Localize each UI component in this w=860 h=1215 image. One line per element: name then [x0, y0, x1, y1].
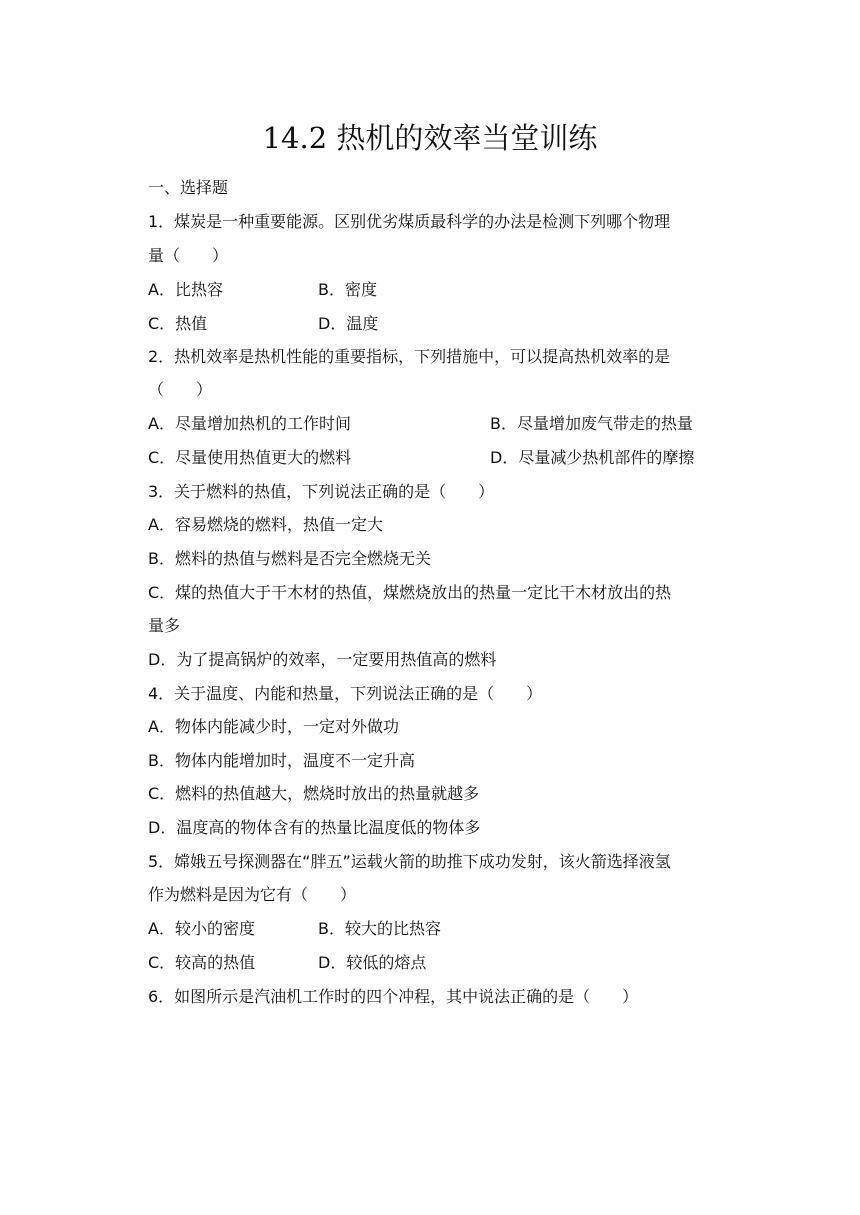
question-2-option-c: C．尽量使用热值更大的燃料: [148, 448, 352, 467]
question-4-option-b: B．物体内能增加时，温度不一定升高: [148, 751, 415, 770]
question-6-stem: 6．如图所示是汽油机工作时的四个冲程，其中说法正确的是（ ）: [148, 987, 639, 1006]
question-4-stem: 4．关于温度、内能和热量，下列说法正确的是（ ）: [148, 684, 543, 703]
question-1-option-c: C．热值: [148, 314, 208, 333]
question-1-option-d: D．温度: [318, 314, 379, 333]
question-1-option-b: B．密度: [318, 280, 377, 299]
question-4-option-c: C．燃料的热值越大，燃烧时放出的热量就越多: [148, 784, 480, 803]
question-5-option-b: B．较大的比热容: [318, 919, 441, 938]
question-2-stem-line-2: （ ）: [148, 380, 213, 399]
question-5-option-a: A．较小的密度: [148, 919, 255, 938]
question-3-option-c-line-2: 量多: [148, 616, 181, 635]
question-2-option-b: B．尽量增加废气带走的热量: [490, 414, 693, 433]
question-1-option-a: A．比热容: [148, 280, 223, 299]
question-2-option-d: D．尽量减少热机部件的摩擦: [490, 448, 695, 467]
question-2-option-a: A．尽量增加热机的工作时间: [148, 414, 351, 433]
question-1-stem-line-2: 量（ ）: [148, 246, 229, 265]
question-5-option-c: C．较高的热值: [148, 953, 256, 972]
question-4-option-d: D．温度高的物体含有的热量比温度低的物体多: [148, 818, 481, 837]
question-3-stem: 3．关于燃料的热值，下列说法正确的是（ ）: [148, 482, 495, 501]
question-3-option-d: D．为了提高锅炉的效率，一定要用热值高的燃料: [148, 650, 497, 669]
section-heading: 一、选择题: [148, 178, 229, 197]
question-3-option-a: A．容易燃烧的燃料，热值一定大: [148, 515, 383, 534]
question-5-stem-line-2: 作为燃料是因为它有（ ）: [148, 885, 357, 904]
question-2-stem-line-1: 2．热机效率是热机性能的重要指标，下列措施中，可以提高热机效率的是: [148, 347, 671, 366]
question-1-stem-line-1: 1．煤炭是一种重要能源。区别优劣煤质最科学的办法是检测下列哪个物理: [148, 212, 671, 231]
page-title: 14.2 热机的效率当堂训练: [262, 121, 598, 155]
question-5-option-d: D．较低的熔点: [318, 953, 427, 972]
question-3-option-c-line-1: C．煤的热值大于干木材的热值，煤燃烧放出的热量一定比干木材放出的热: [148, 583, 672, 602]
question-4-option-a: A．物体内能减少时，一定对外做功: [148, 717, 399, 736]
question-5-stem-line-1: 5．嫦娥五号探测器在“胖五”运载火箭的助推下成功发射，该火箭选择液氢: [148, 852, 671, 871]
question-3-option-b: B．燃料的热值与燃料是否完全燃烧无关: [148, 549, 431, 568]
